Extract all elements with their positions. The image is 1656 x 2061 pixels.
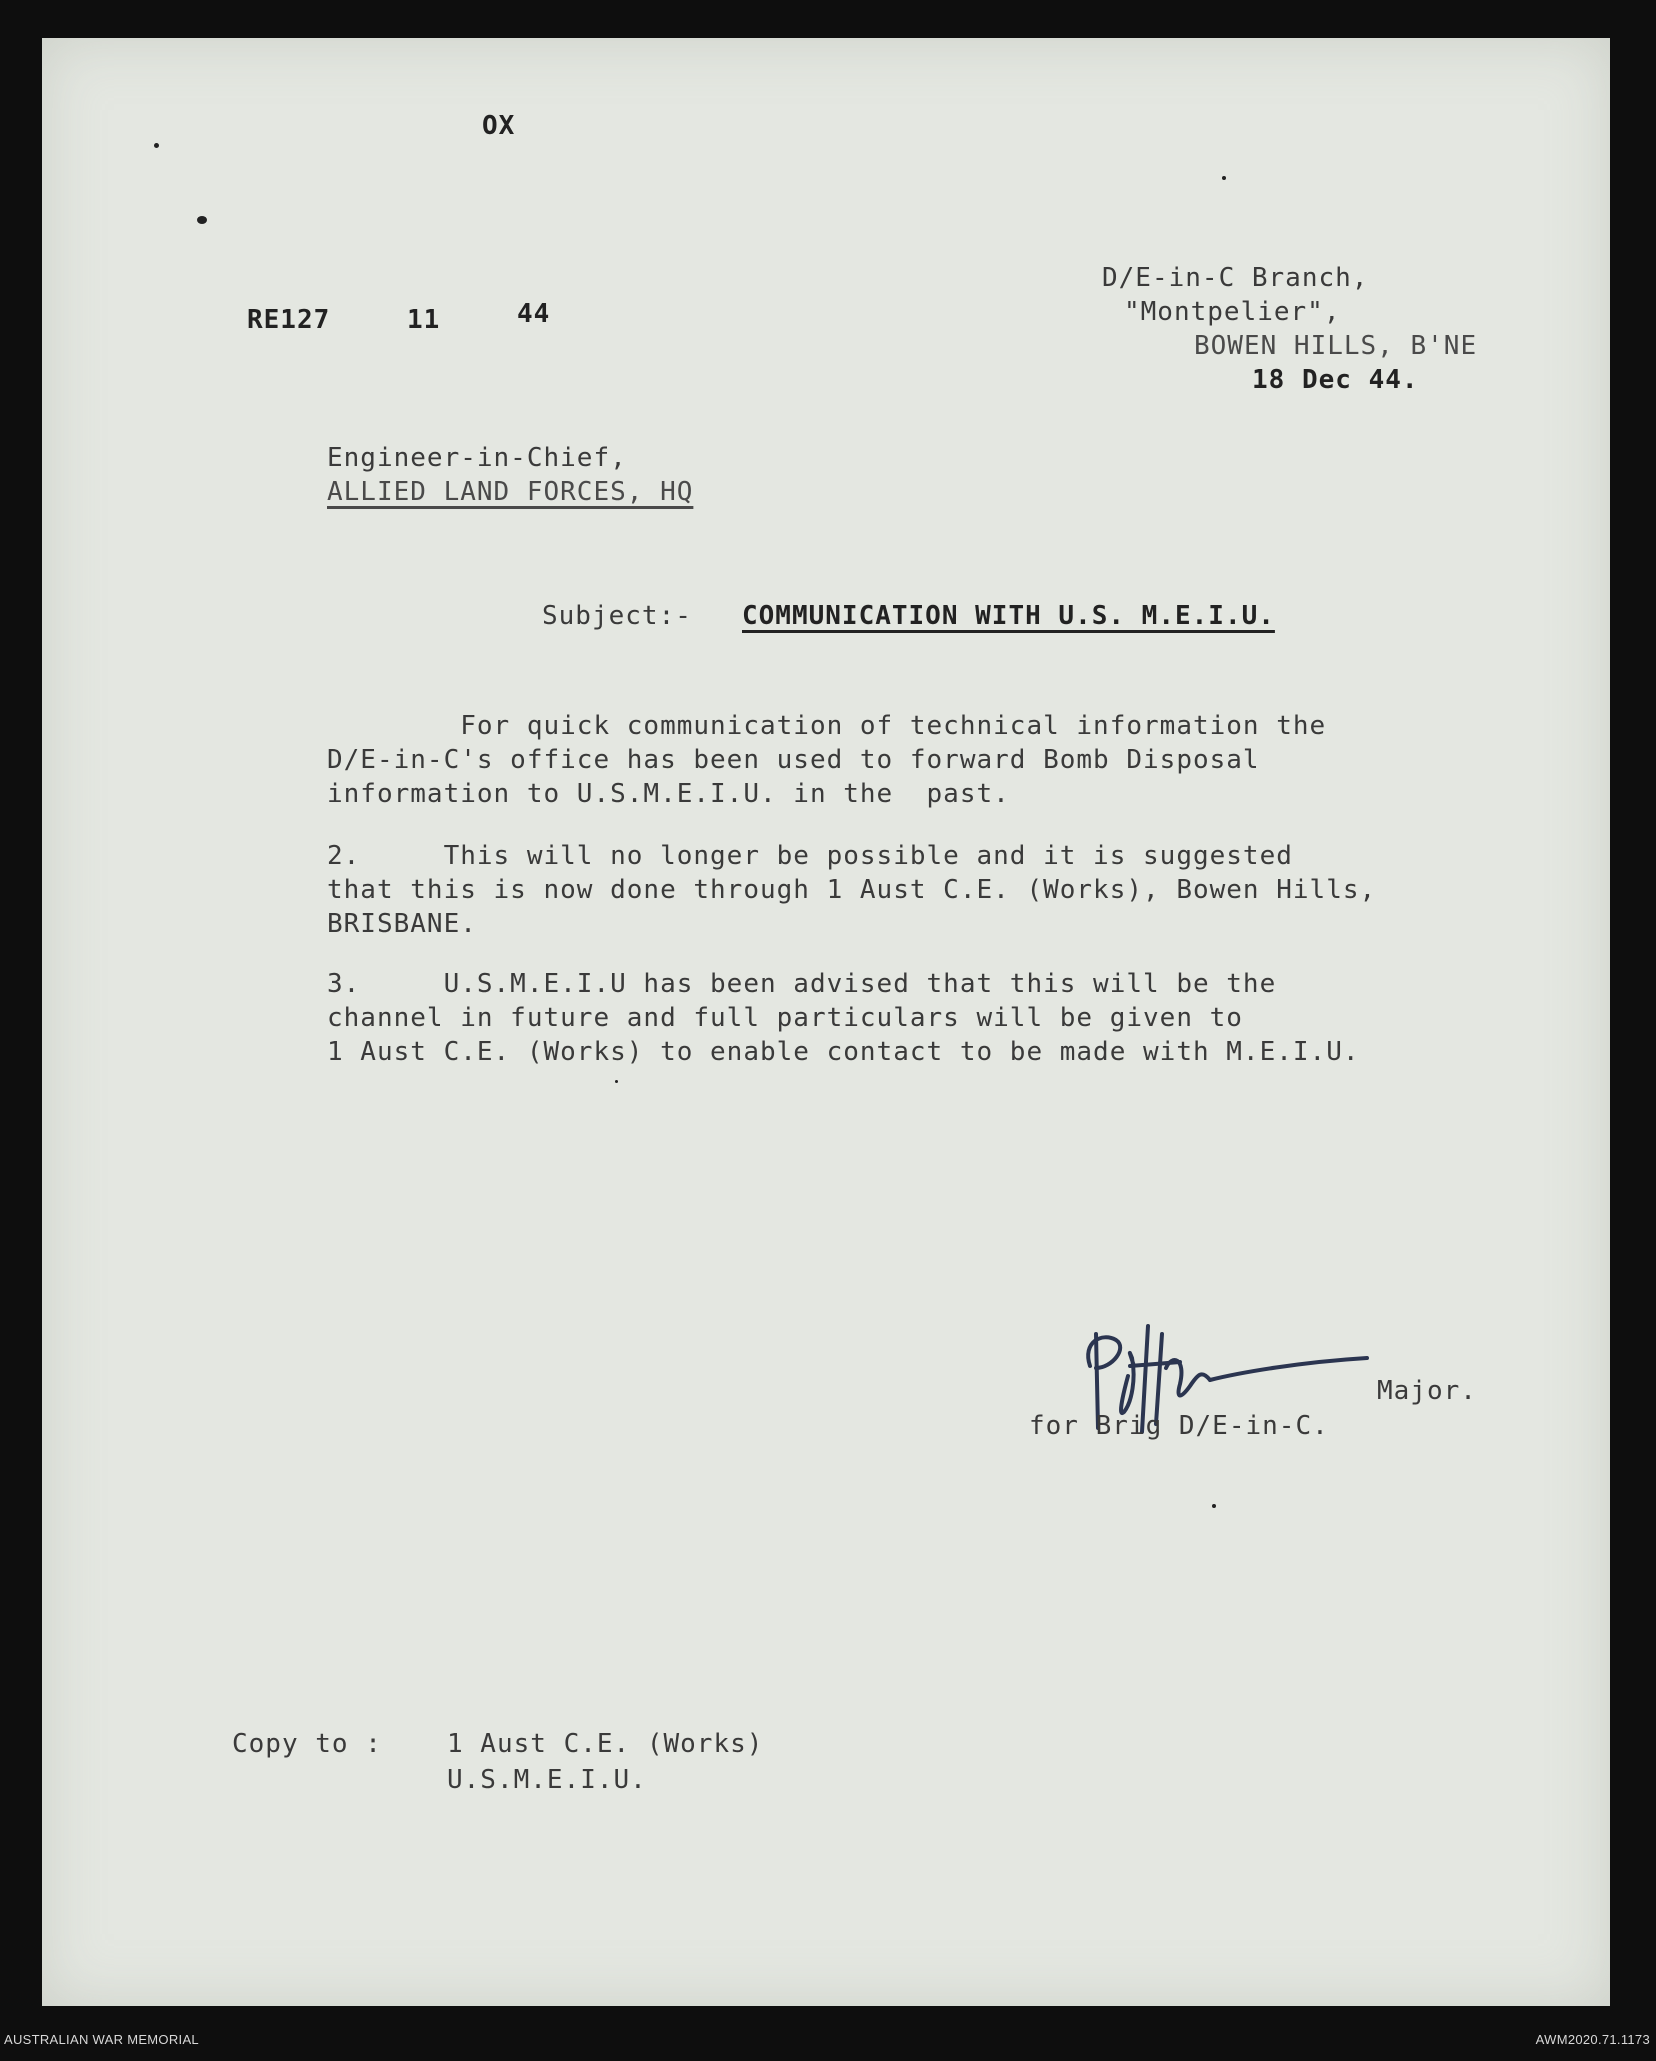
paragraph-3-line3: 1 Aust C.E. (Works) to enable contact to be made with M.E.I.U.: [327, 1037, 1360, 1067]
sender-address-line1: D/E-in-C Branch,: [1102, 263, 1369, 293]
letter-date: 18 Dec 44.: [1252, 365, 1419, 395]
recipient-line2: ALLIED LAND FORCES, HQ: [327, 477, 694, 507]
paragraph-3-line1: 3. U.S.M.E.I.U has been advised that this will be the: [327, 969, 1277, 999]
reference-year: 44: [517, 299, 551, 329]
paragraph-2-line2: that this is now done through 1 Aust C.E. (Works), Bowen Hills,: [327, 875, 1377, 905]
paragraph-3-line2: channel in future and full particulars will be given to: [327, 1003, 1243, 1033]
document-page: [42, 38, 1610, 2006]
footer-institution: AUSTRALIAN WAR MEMORIAL: [4, 2032, 199, 2047]
sender-address-line2: "Montpelier",: [1124, 297, 1341, 327]
paper-speck: [197, 216, 207, 224]
copy-to-label: Copy to :: [232, 1729, 382, 1759]
paper-speck: [154, 143, 159, 148]
subject-text: COMMUNICATION WITH U.S. M.E.I.U.: [742, 601, 1275, 631]
paper-speck: [1212, 1504, 1216, 1508]
recipient-line1: Engineer-in-Chief,: [327, 443, 627, 473]
paragraph-1-line2: D/E-in-C's office has been used to forward Bomb Disposal: [327, 745, 1260, 775]
sender-address-line3: BOWEN HILLS, B'NE: [1194, 331, 1478, 361]
copy-to-line2: U.S.M.E.I.U.: [447, 1765, 647, 1795]
paper-speck: [615, 1080, 618, 1083]
subject-label: Subject:-: [542, 601, 692, 631]
signatory-for-line: for Brig D/E-in-C.: [1029, 1411, 1329, 1441]
footer-accession-number: AWM2020.71.1173: [1535, 2032, 1650, 2047]
paragraph-2-line1: 2. This will no longer be possible and it is suggested: [327, 841, 1293, 871]
reference-code: RE127: [247, 305, 331, 335]
reference-part: 11: [407, 305, 441, 335]
signatory-rank: Major.: [1377, 1376, 1477, 1406]
copy-to-line1: 1 Aust C.E. (Works): [447, 1729, 764, 1759]
paragraph-1-line1: For quick communication of technical information the: [327, 711, 1327, 741]
paragraph-1-line3: information to U.S.M.E.I.U. in the past.: [327, 779, 1010, 809]
paper-speck: [1222, 176, 1226, 180]
paragraph-2-line3: BRISBANE.: [327, 909, 477, 939]
filing-mark: OX: [482, 111, 516, 141]
